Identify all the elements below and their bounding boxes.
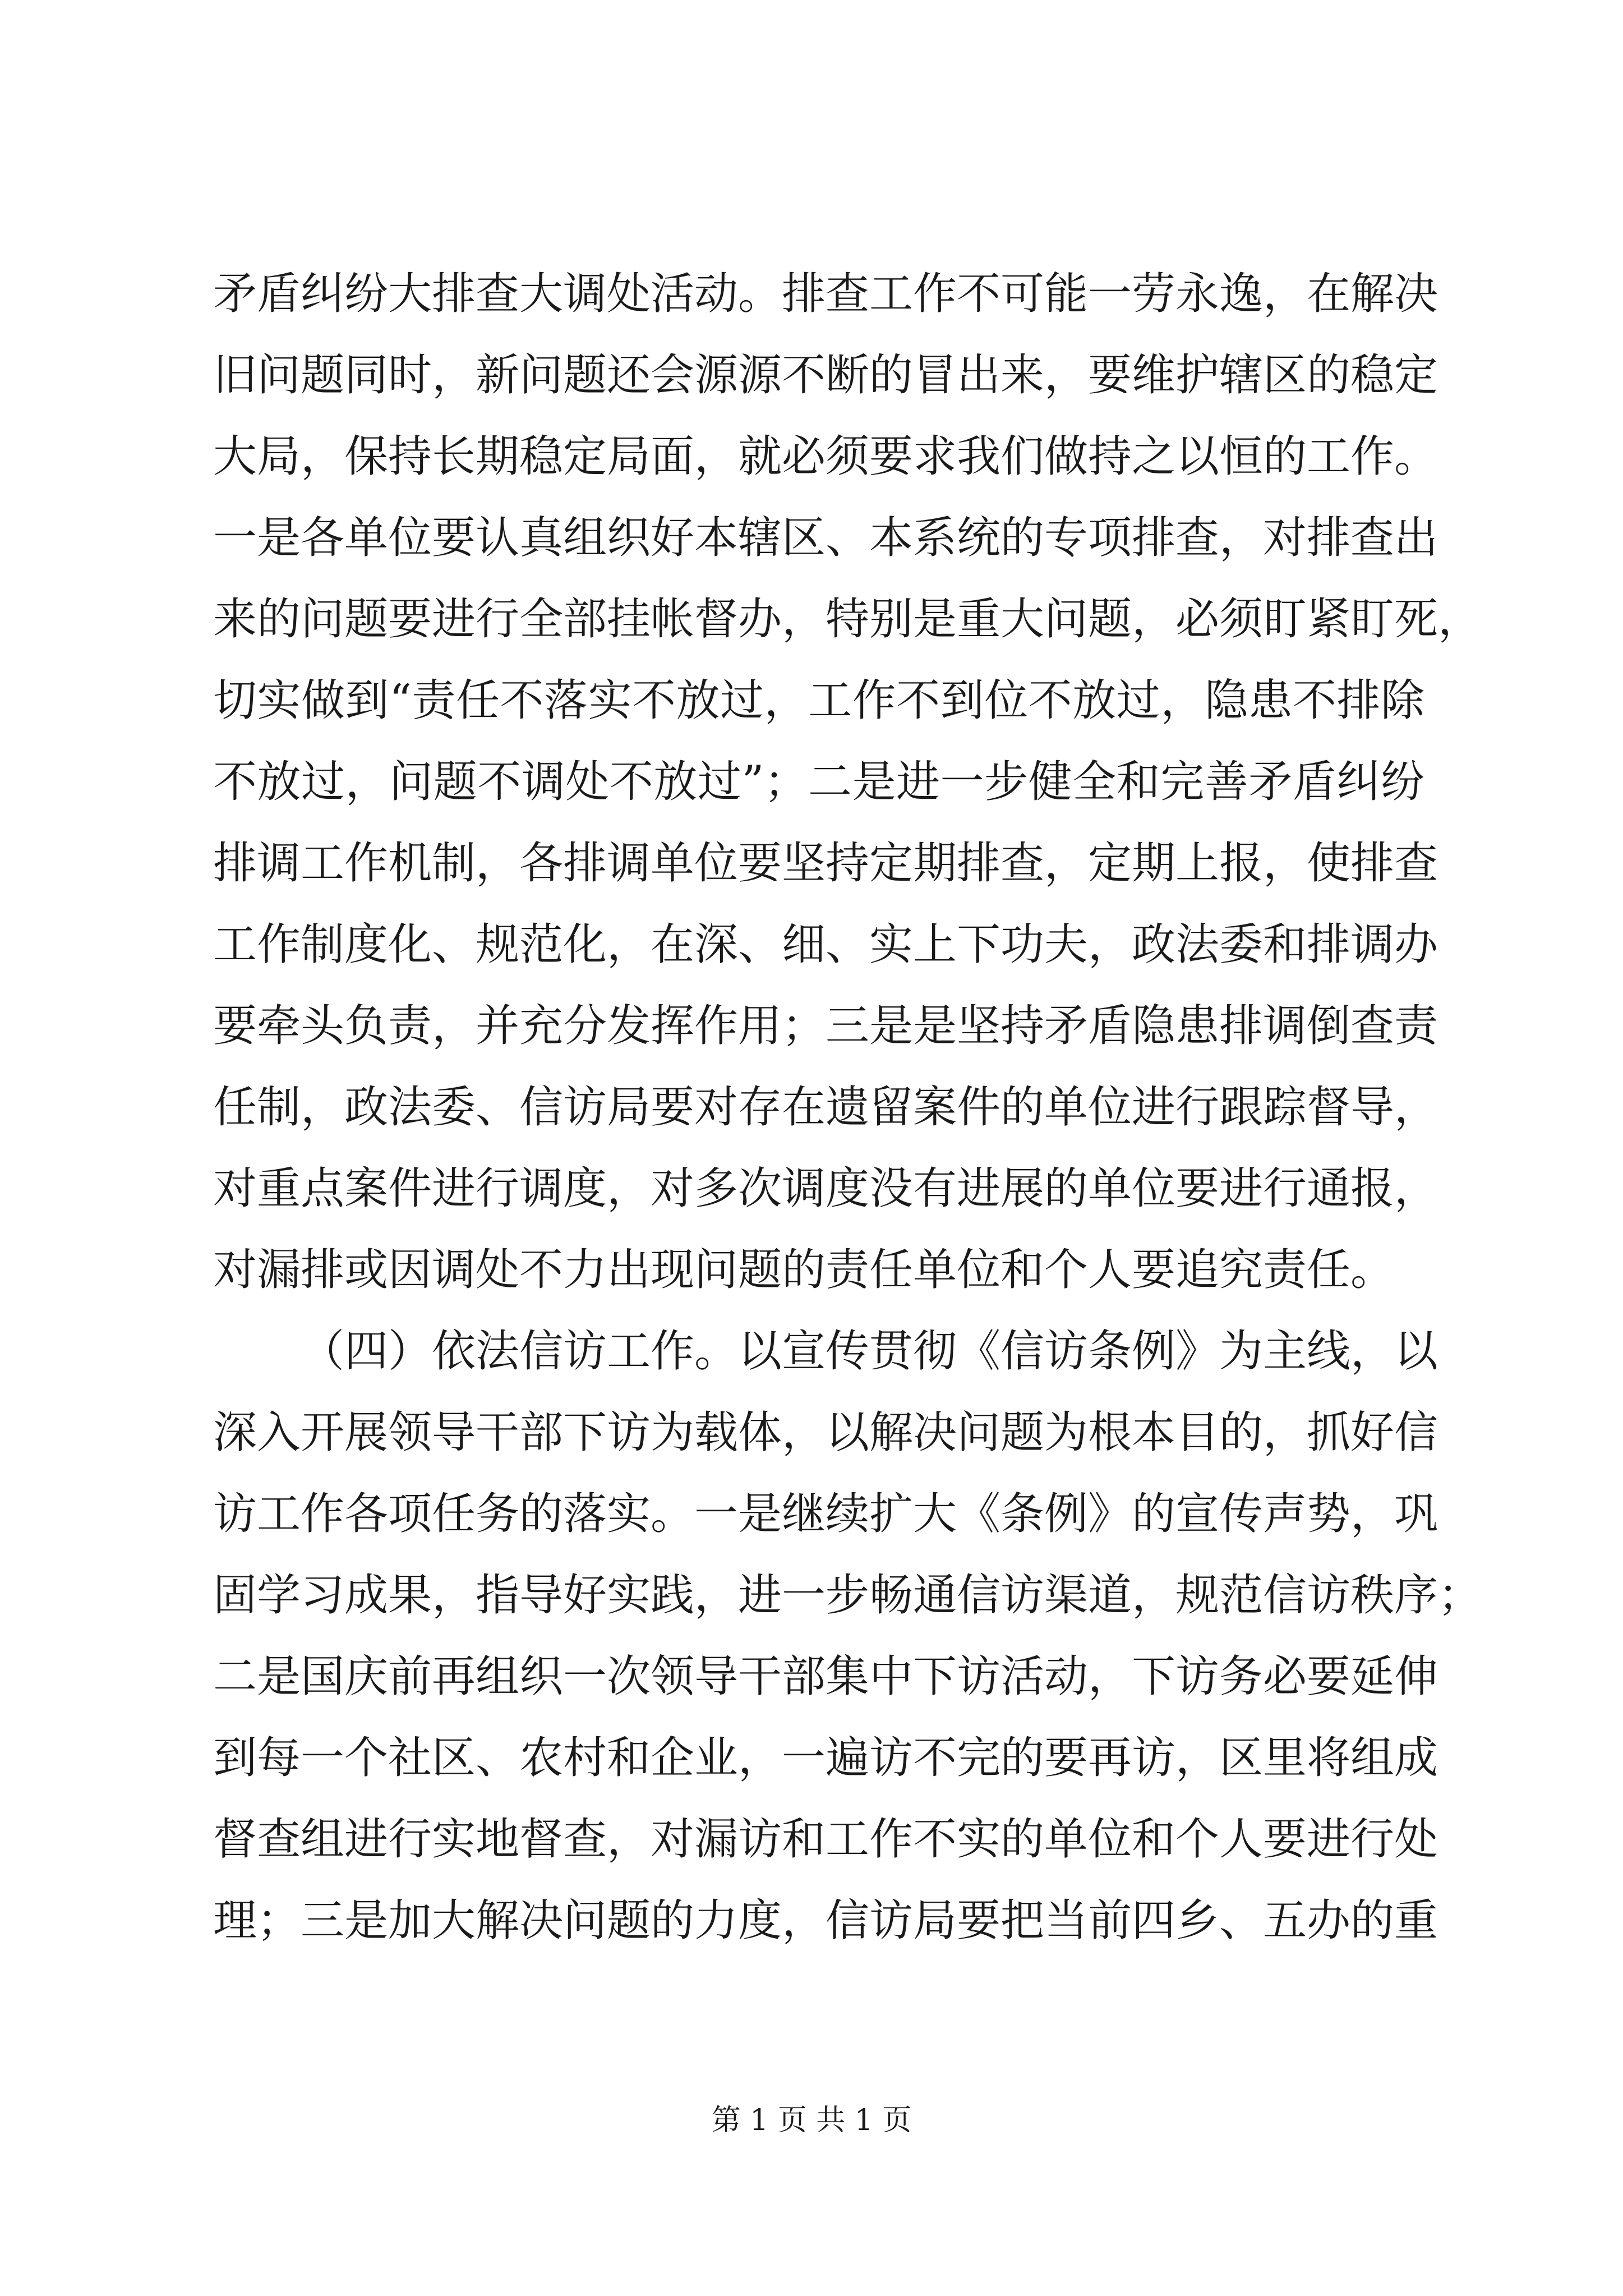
text-line: 访工作各项任务的落实。一是继续扩大《条例》的宣传声势，巩 [213,1489,1438,1539]
text-line: 任制，政法委、信访局要对存在遗留案件的单位进行跟踪督导， [213,1082,1438,1133]
page-footer: 第 1 页 共 1 页 [711,2104,912,2137]
text-line: 到每一个社区、农村和企业，一遍访不完的要再访，区里将组成 [213,1733,1438,1783]
text-line: 一是各单位要认真组织好本辖区、本系统的专项排查，对排查出 [213,513,1438,563]
text-line: 固学习成果，指导好实践，进一步畅通信访渠道，规范信访秩序； [213,1570,1482,1621]
text-line: 理；三是加大解决问题的力度，信访局要把当前四乡、五办的重 [213,1895,1438,1946]
text-line: 大局，保持长期稳定局面，就必须要求我们做持之以恒的工作。 [213,431,1438,482]
text-line: 要牵头负责，并充分发挥作用；三是是坚持矛盾隐患排调倒查责 [213,1001,1438,1051]
text-line: 旧问题同时，新问题还会源源不断的冒出来，要维护辖区的稳定 [213,350,1438,401]
text-line: 来的问题要进行全部挂帐督办，特别是重大问题，必须盯紧盯死， [213,594,1482,645]
text-line: 排调工作机制，各排调单位要坚持定期排查，定期上报，使排查 [213,838,1438,889]
text-line: 督查组进行实地督查，对漏访和工作不实的单位和个人要进行处 [213,1814,1438,1865]
text-line: 工作制度化、规范化，在深、细、实上下功夫，政法委和排调办 [213,919,1438,970]
text-line: 切实做到“责任不落实不放过，工作不到位不放过，隐患不排除 [213,675,1424,726]
text-line: 二是国庆前再组织一次领导干部集中下访活动，下访务必要延伸 [213,1651,1438,1702]
text-line: 对重点案件进行调度，对多次调度没有进展的单位要进行通报， [213,1163,1438,1214]
body-text [213,254,1482,1962]
section-heading-line: （四）依法信访工作。以宣传贯彻《信访条例》为主线，以 [301,1326,1438,1377]
text-line: 不放过，问题不调处不放过”；二是进一步健全和完善矛盾纠纷 [213,757,1424,807]
text-line: 深入开展领导干部下访为载体，以解决问题为根本目的，抓好信 [213,1407,1438,1458]
text-line: 矛盾纠纷大排查大调处活动。排查工作不可能一劳永逸，在解决 [213,269,1438,319]
text-line: 对漏排或因调处不力出现问题的责任单位和个人要追究责任。 [213,1245,1395,1295]
